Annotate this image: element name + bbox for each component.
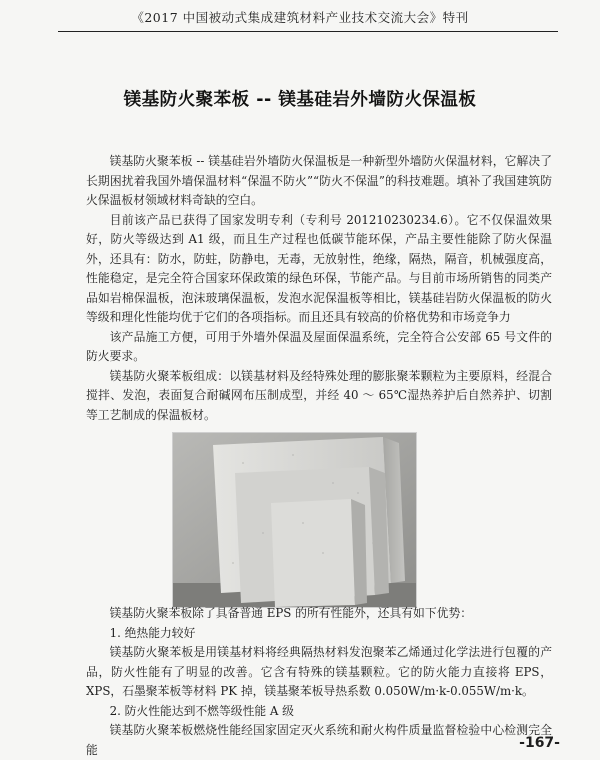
insulation-boards-image [173, 433, 416, 607]
advantages-section [86, 604, 552, 760]
advantage-heading-2: 2. 防火性能达到不燃等级性能 A 级 [109, 703, 294, 718]
running-header: 《2017 中国被动式集成建筑材料产业技术交流大会》特刊 [131, 10, 469, 25]
paragraph-composition: 镁基防火聚苯板组成：以镁基材料及经特殊处理的膨胀聚苯颗粒为主要原料，经混合搅拌、发泡，表面复合耐碱网布压制成型，并经 40 ～ 65℃湿热养护后自然养护、切割等工艺制成的保温板材。 [86, 368, 552, 422]
advantage-text-1: 镁基防火聚苯板是用镁基材料将经典隔热材料发泡聚苯乙烯通过化学法进行包覆的产品，防火性能有了明显的改善。它含有特殊的镁基颗粒。它的防火能力直接将 EPS，XPS，石墨聚苯板等材料 PK 掉，镁基聚苯板导热系数 0.050W/m·k-0.055W/m·k。 [86, 645, 552, 698]
page-number: -167- [519, 735, 560, 751]
header-rule [58, 31, 558, 32]
article-title: 镁基防火聚苯板 -- 镁基硅岩外墙防火保温板 [123, 90, 477, 110]
product-photo [172, 432, 417, 608]
article-body [86, 152, 552, 425]
advantages-intro: 镁基防火聚苯板除了具备普通 EPS 的所有性能外，还具有如下优势： [109, 606, 473, 620]
paragraph-patent: 目前该产品已获得了国家发明专利（专利号 201210230234.6）。它不仅保温效果好，防火等级达到 A1 级，而且生产过程也低碳节能环保，产品主要性能除了防火保温外，还具有：防水，防蛀，防静电，无毒，无放射性，绝缘，隔热，隔音，机械强度高，性能稳定，是完全符合国家环保政策的绿色环保，节能产品。与目前市场所销售的同类产品如岩棉保温板，泡沫玻璃保温板，发泡水泥保温板等相比，镁基硅岩防火保温板的防火等级和理化性能均优于它们的各项指标。而且还具有较高的价格优势和市场竞争力 [86, 212, 552, 324]
paragraph-intro: 镁基防火聚苯板 -- 镁基硅岩外墙防火保温板是一种新型外墙防火保温材料，它解决了长期困扰着我国外墙保温材料“保温不防火”“防火不保温”的科技难题。填补了我国建筑防火保温板材领域材料奇缺的空白。 [86, 154, 552, 207]
advantage-text-2: 镁基防火聚苯板燃烧性能经国家固定灭火系统和耐火构件质量监督检验中心检测完全能 [86, 723, 552, 757]
advantage-heading-1: 1. 绝热能力较好 [109, 625, 196, 640]
paragraph-construction: 该产品施工方便，可用于外墙外保温及屋面保温系统，完全符合公安部 65 号文件的防火要求。 [86, 329, 552, 363]
